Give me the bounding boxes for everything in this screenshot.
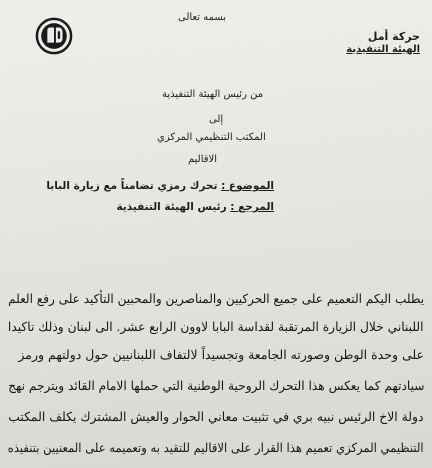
body-line: اللبناني خلال الزيارة المرتقبة لقداسة البابا لاوون الرابع عشر. الى لبنان وذلك تاكيدا bbox=[8, 319, 424, 334]
recipient-prefix: إلى bbox=[209, 114, 224, 125]
organization-name: حركة أمل bbox=[367, 30, 420, 43]
amal-logo-icon bbox=[35, 17, 73, 55]
subject-text: تحرك رمزي تضامناً مع زيارة البابا bbox=[46, 180, 218, 192]
organization-body: الهيئة التنفيذية bbox=[346, 44, 420, 55]
recipient-office: المكتب التنظيمي المركزي bbox=[157, 132, 266, 143]
reference-text: رئيس الهيئة التنفيذية bbox=[116, 201, 227, 213]
body-line: دولة الاخ الرئيس نبيه بري في تثبيت معاني الحوار والعيش المشترك يكلف المكتب bbox=[8, 409, 424, 424]
body-line: على وحدة الوطن وصورته الجامعة وتجسيداً لالتفاف اللبنانيين حول دولتهم ورمز bbox=[18, 347, 424, 362]
recipient-regions: الاقاليم bbox=[188, 154, 218, 165]
reference-line bbox=[116, 201, 274, 213]
reference-label: المرجع : bbox=[230, 201, 274, 213]
basmala-heading: بسمه تعالى bbox=[178, 12, 227, 23]
body-line: سيادتهم كما يعكس هذا التحرك الروحية الوطنية التي حملها الامام القائد ويترجم نهج bbox=[7, 378, 424, 393]
subject-label: الموضوع : bbox=[221, 180, 274, 192]
sender-line: من رئيس الهيئة التنفيذية bbox=[162, 89, 264, 100]
body-line: يطلب اليكم التعميم على جميع الحركيين والمناصرين والمحبين التأكيد على رفع العلم bbox=[7, 291, 424, 306]
subject-line bbox=[46, 180, 274, 192]
body-line: التنظيمي المركزي تعميم هذا القرار على الاقاليم للتقيد به وتعميمه على المعنيين بتنفيذه bbox=[8, 440, 424, 455]
